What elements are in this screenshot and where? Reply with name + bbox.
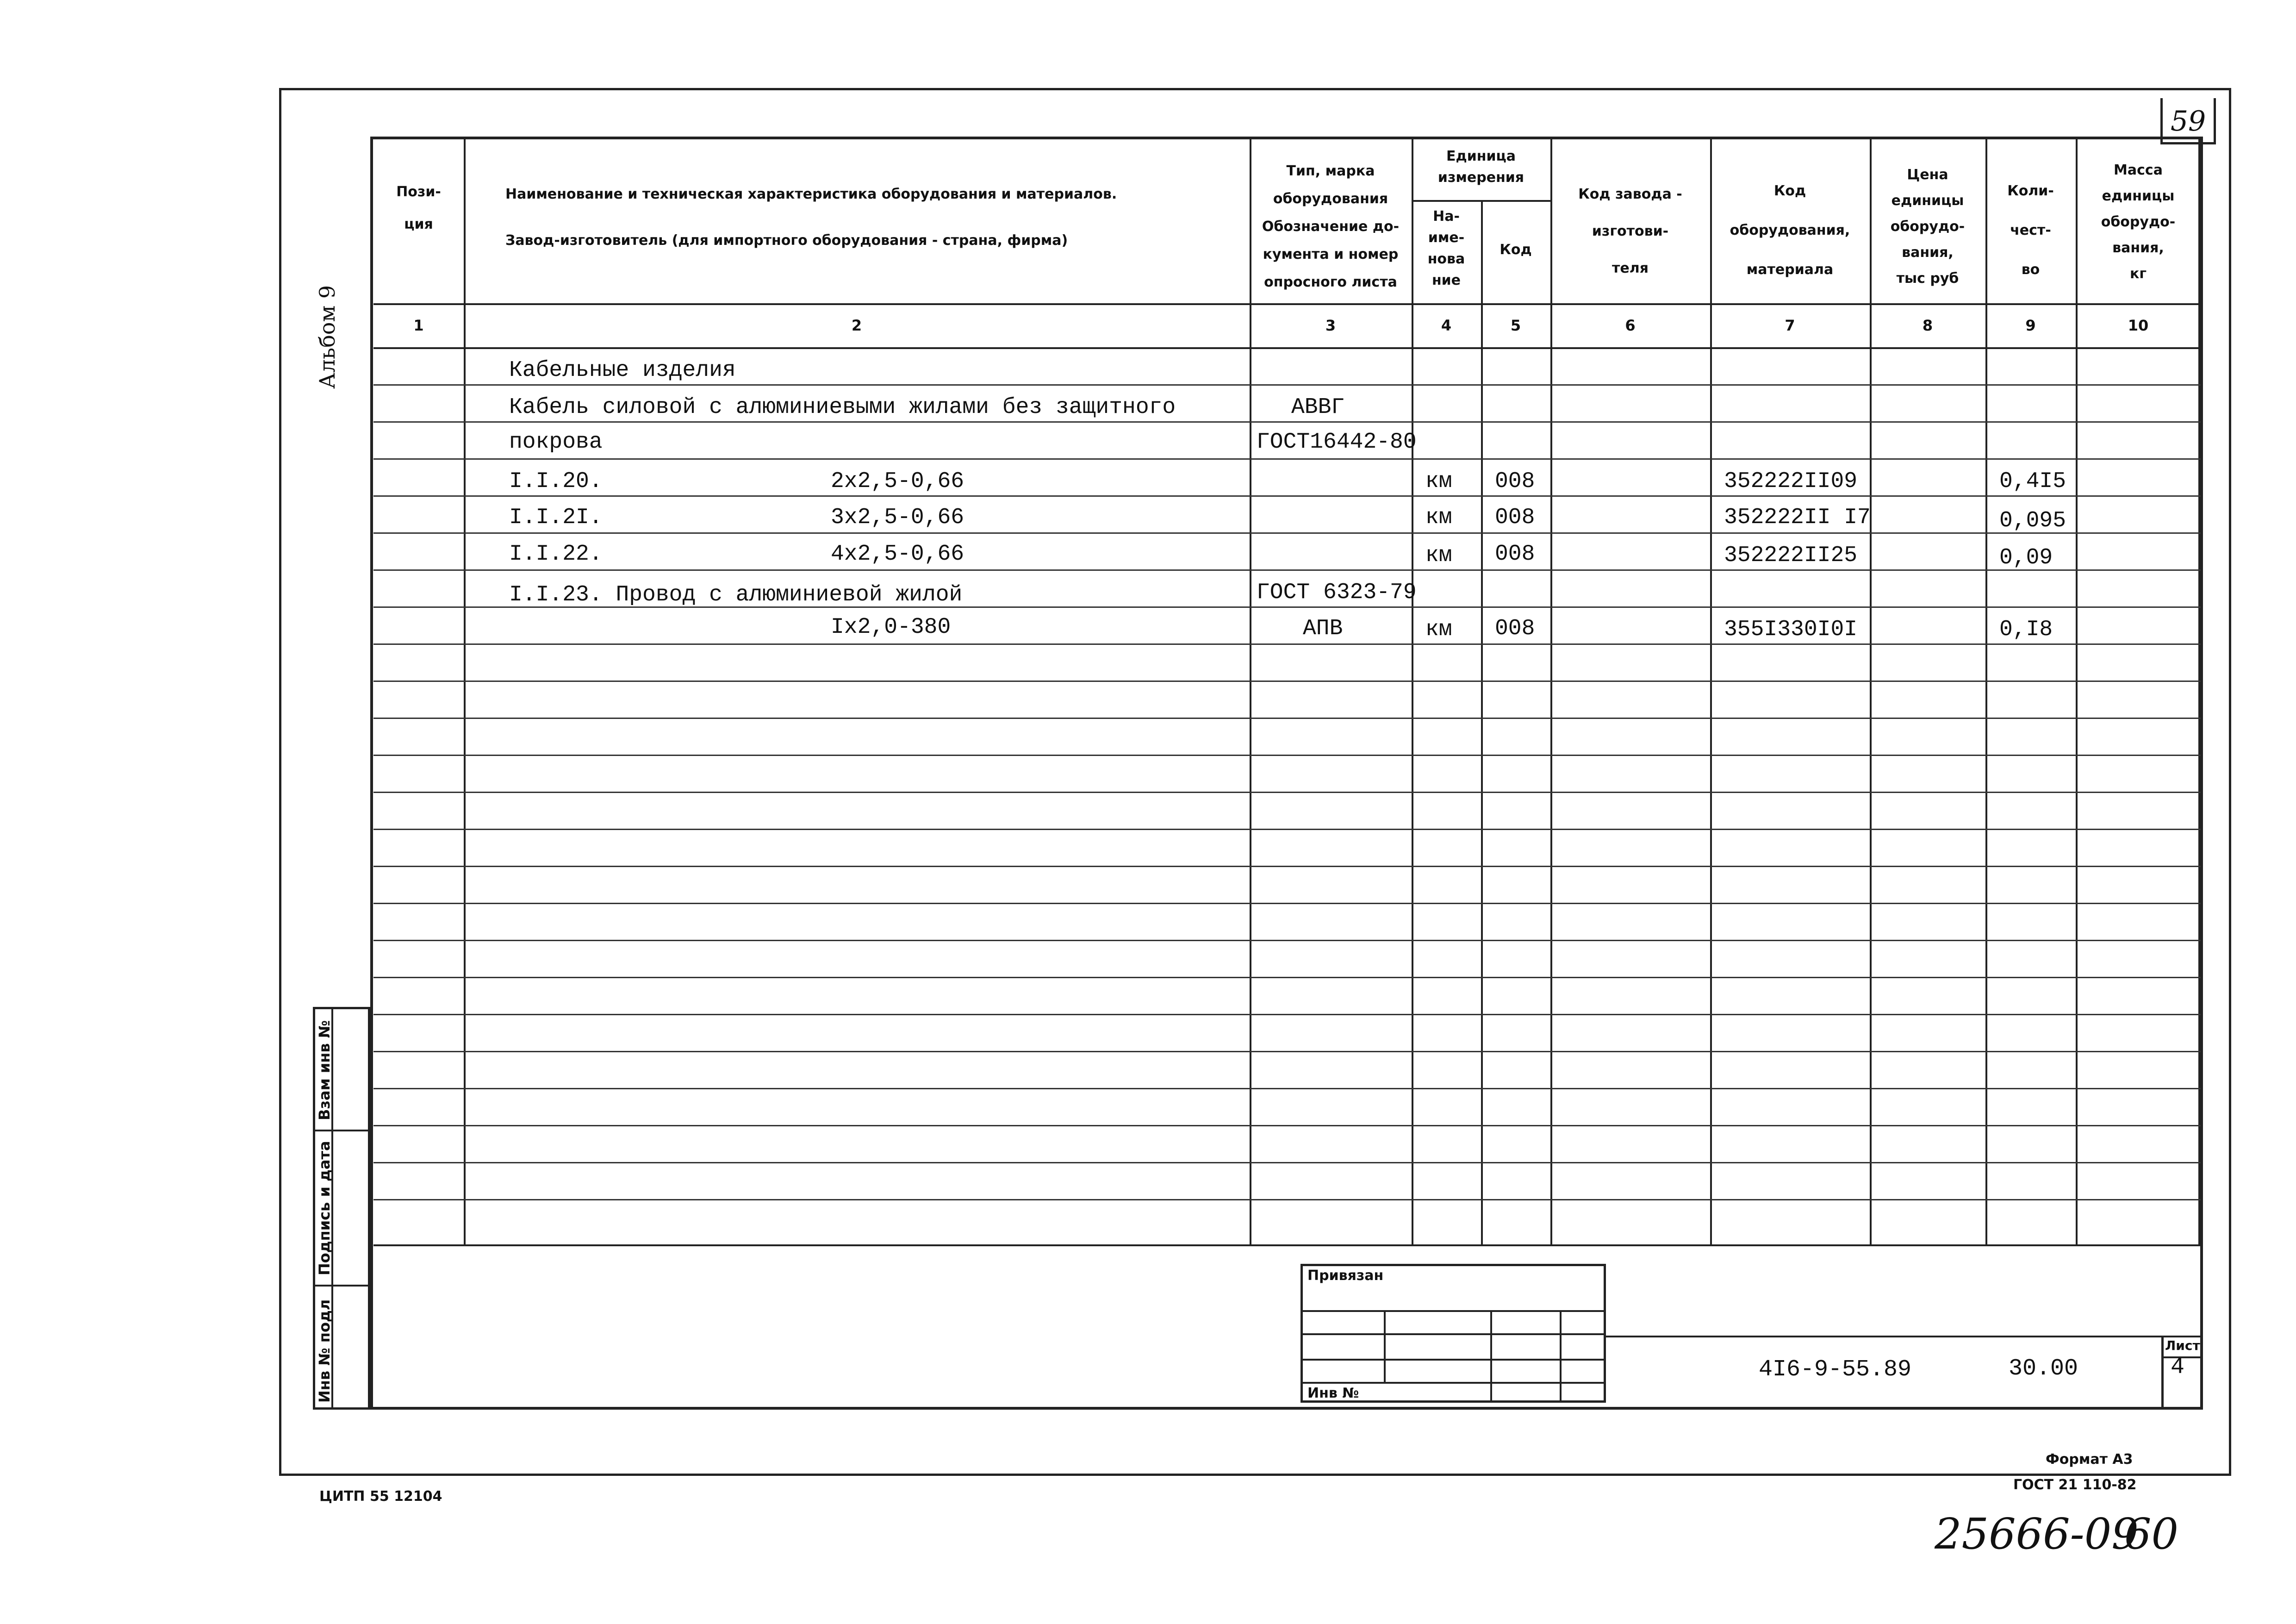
header-line: Обозначение до- (1262, 219, 1400, 235)
row-3-spec: 2х2,5-0,66 (831, 469, 964, 494)
col3-header (1250, 157, 1412, 296)
header-line: кумента и номер (1263, 246, 1399, 262)
col7-header (1710, 171, 1870, 289)
row-0-name: Кабельные изделия (509, 358, 736, 383)
title-block-vline (1384, 1310, 1386, 1382)
row-4-equip-code: 352222II I7 (1724, 505, 1871, 530)
row-2-name: покрова (509, 430, 603, 455)
title-block-vline (1490, 1310, 1492, 1403)
header-line: изготови- (1592, 223, 1669, 239)
header-line: измерения (1437, 169, 1524, 186)
header-line: Масса (2114, 162, 2163, 178)
row-rule (373, 569, 2201, 571)
header-line: оборудо- (2101, 214, 2176, 230)
inv-no-label: Инв № (1307, 1385, 1359, 1401)
col-number: 8 (1922, 317, 1933, 334)
col-line (1710, 137, 1712, 1245)
header-line: нова (1427, 251, 1465, 267)
col-number: 4 (1441, 317, 1452, 334)
header-line: ние (1431, 272, 1461, 288)
header-line: опросного листа (1264, 274, 1397, 290)
col6-header (1550, 176, 1710, 287)
row-rule (373, 866, 2201, 867)
col-number: 3 (1325, 317, 1336, 334)
header-line: Пози- (396, 184, 441, 200)
album-label: Альбом 9 (315, 285, 340, 389)
col-line (1985, 137, 1987, 1245)
row-3-unit: км (1425, 469, 1452, 494)
row-rule (373, 903, 2201, 904)
row-rule (373, 681, 2201, 682)
header-line: оборудования (1273, 191, 1388, 207)
header-line: единицы (1891, 193, 1964, 209)
header-line: вания, (1902, 244, 1954, 261)
row-7-equip-code: 355I330I0I (1724, 617, 1858, 642)
row-7-type: АПВ (1303, 616, 1343, 641)
row-5-spec: 4х2,5-0,66 (831, 542, 964, 567)
row-6-type: ГОСТ 6323-79 (1257, 580, 1417, 605)
corner-number: 59 (2170, 105, 2206, 137)
row-3-equip-code: 352222II09 (1724, 469, 1858, 494)
side-stamp-inv-podl: Инв № подл (316, 1299, 333, 1403)
col1-header (373, 176, 464, 241)
side-stamp-vzam: Взам инв № (316, 1020, 333, 1120)
row-3-code: 008 (1495, 469, 1535, 494)
header-line: Завод-изготовитель (для импортного оборудования - страна, фирма) (505, 232, 1068, 249)
col-number: 9 (2025, 317, 2036, 334)
header-line: На- (1433, 208, 1460, 225)
row-rule (373, 1199, 2201, 1200)
col-line (1550, 137, 1552, 1245)
side-stamp-podpis: Подпись и дата (316, 1141, 333, 1275)
col2-header (464, 171, 1291, 264)
col9-header (1985, 171, 2076, 289)
col-line (464, 137, 466, 1245)
row-rule (373, 643, 2201, 645)
row-rule (373, 1162, 2201, 1163)
row-7-code: 008 (1495, 616, 1535, 641)
list-label: Лист (2165, 1338, 2200, 1353)
row-7-spec: Iх2,0-380 (831, 615, 951, 640)
col-line (2076, 137, 2078, 1245)
col-number: 6 (1625, 317, 1636, 334)
header-line: кг (2129, 266, 2147, 282)
row-rule (373, 1051, 2201, 1052)
header-line: материала (1746, 262, 1834, 278)
header-line: Наименование и техническая характеристика оборудования и материалов. (505, 186, 1117, 202)
citp-label: ЦИТП 55 12104 (319, 1488, 442, 1505)
row-7-unit: км (1425, 617, 1452, 642)
row-rule (373, 977, 2201, 978)
row-rule (373, 792, 2201, 793)
format-label: Формат А3 (2046, 1451, 2133, 1468)
row-rule (373, 829, 2201, 830)
header-line: единицы (2102, 188, 2175, 204)
row-3-qty: 0,4I5 (1999, 469, 2066, 494)
header-line: Цена (1907, 167, 1948, 183)
col4-header (1412, 206, 1481, 291)
header-line: Код (1773, 183, 1806, 199)
col10-header (2076, 157, 2201, 287)
header-line: Код завода - (1578, 186, 1682, 202)
table-bottom-line (373, 1244, 2201, 1246)
header-line: оборудо- (1890, 219, 1965, 235)
list-number: 4 (2171, 1354, 2185, 1380)
side-stamp-sep (313, 1285, 370, 1287)
col-number: 1 (413, 317, 424, 334)
handwritten-number: 25666-09 (1935, 1509, 2139, 1559)
col-line (1250, 137, 1251, 1245)
row-rule (373, 1014, 2201, 1015)
row-4-code: 008 (1495, 505, 1535, 530)
sheet-code: 30.00 (2009, 1355, 2078, 1382)
row-6-name: I.I.23. Провод с алюминиевой жилой (509, 582, 963, 607)
col-number: 2 (851, 317, 862, 334)
row-rule (373, 755, 2201, 756)
header-line: тыс руб (1896, 270, 1959, 287)
col-number: 7 (1785, 317, 1795, 334)
row-rule (373, 1088, 2201, 1089)
row-7-qty: 0,I8 (1999, 617, 2053, 642)
gost-label: ГОСТ 21 110-82 (2013, 1477, 2137, 1493)
row-5-code: 008 (1495, 542, 1535, 567)
header-line: оборудования, (1730, 222, 1850, 238)
row-4-spec: 3х2,5-0,66 (831, 505, 964, 530)
header-line: ция (404, 216, 433, 232)
header-line: теля (1612, 260, 1649, 276)
row-5-unit: км (1425, 543, 1452, 568)
column-numbers-bottom-line (373, 347, 2201, 349)
row-rule (373, 1125, 2201, 1126)
row-2-type: ГОСТ16442-80 (1257, 430, 1417, 455)
header-line: Коли- (2007, 183, 2054, 199)
header-line: Тип, марка (1286, 163, 1375, 179)
side-stamp-sep (313, 1130, 370, 1131)
col-line (1870, 137, 1872, 1245)
title-block-vline (1560, 1310, 1562, 1403)
row-1-type: АВВГ (1291, 395, 1345, 420)
col-number: 5 (1510, 317, 1521, 334)
handwritten-page: 60 (2124, 1509, 2179, 1559)
row-5-name: I.I.22. (509, 542, 603, 567)
doc-code: 4I6-9-55.89 (1759, 1356, 1912, 1383)
col-line (1412, 137, 1413, 1245)
header-line: име- (1428, 230, 1465, 246)
row-rule (373, 718, 2201, 719)
row-rule (373, 940, 2201, 941)
row-4-qty: 0,095 (1999, 508, 2066, 533)
row-rule (373, 532, 2201, 534)
row-1-name: Кабель силовой с алюминиевыми жилами без защитного (509, 395, 1176, 420)
col-number: 10 (2128, 317, 2149, 334)
row-4-unit: км (1425, 505, 1452, 530)
row-3-name: I.I.20. (509, 469, 603, 494)
row-5-qty: 0,09 (1999, 545, 2053, 570)
doc-box-top (1606, 1336, 2203, 1337)
row-rule (373, 495, 2201, 497)
col8-header (1870, 162, 1985, 292)
header-line: вания, (2112, 240, 2164, 256)
row-5-equip-code: 352222II25 (1724, 543, 1858, 568)
header-line: Код (1500, 242, 1532, 258)
col5-header (1481, 236, 1550, 264)
header-line: чест- (2010, 222, 2051, 238)
unit-group-header (1412, 146, 1550, 188)
header-line: Единица (1446, 148, 1516, 164)
privyazan-label: Привязан (1307, 1268, 1384, 1284)
row-4-name: I.I.2I. (509, 505, 603, 530)
header-line: во (2021, 262, 2040, 278)
